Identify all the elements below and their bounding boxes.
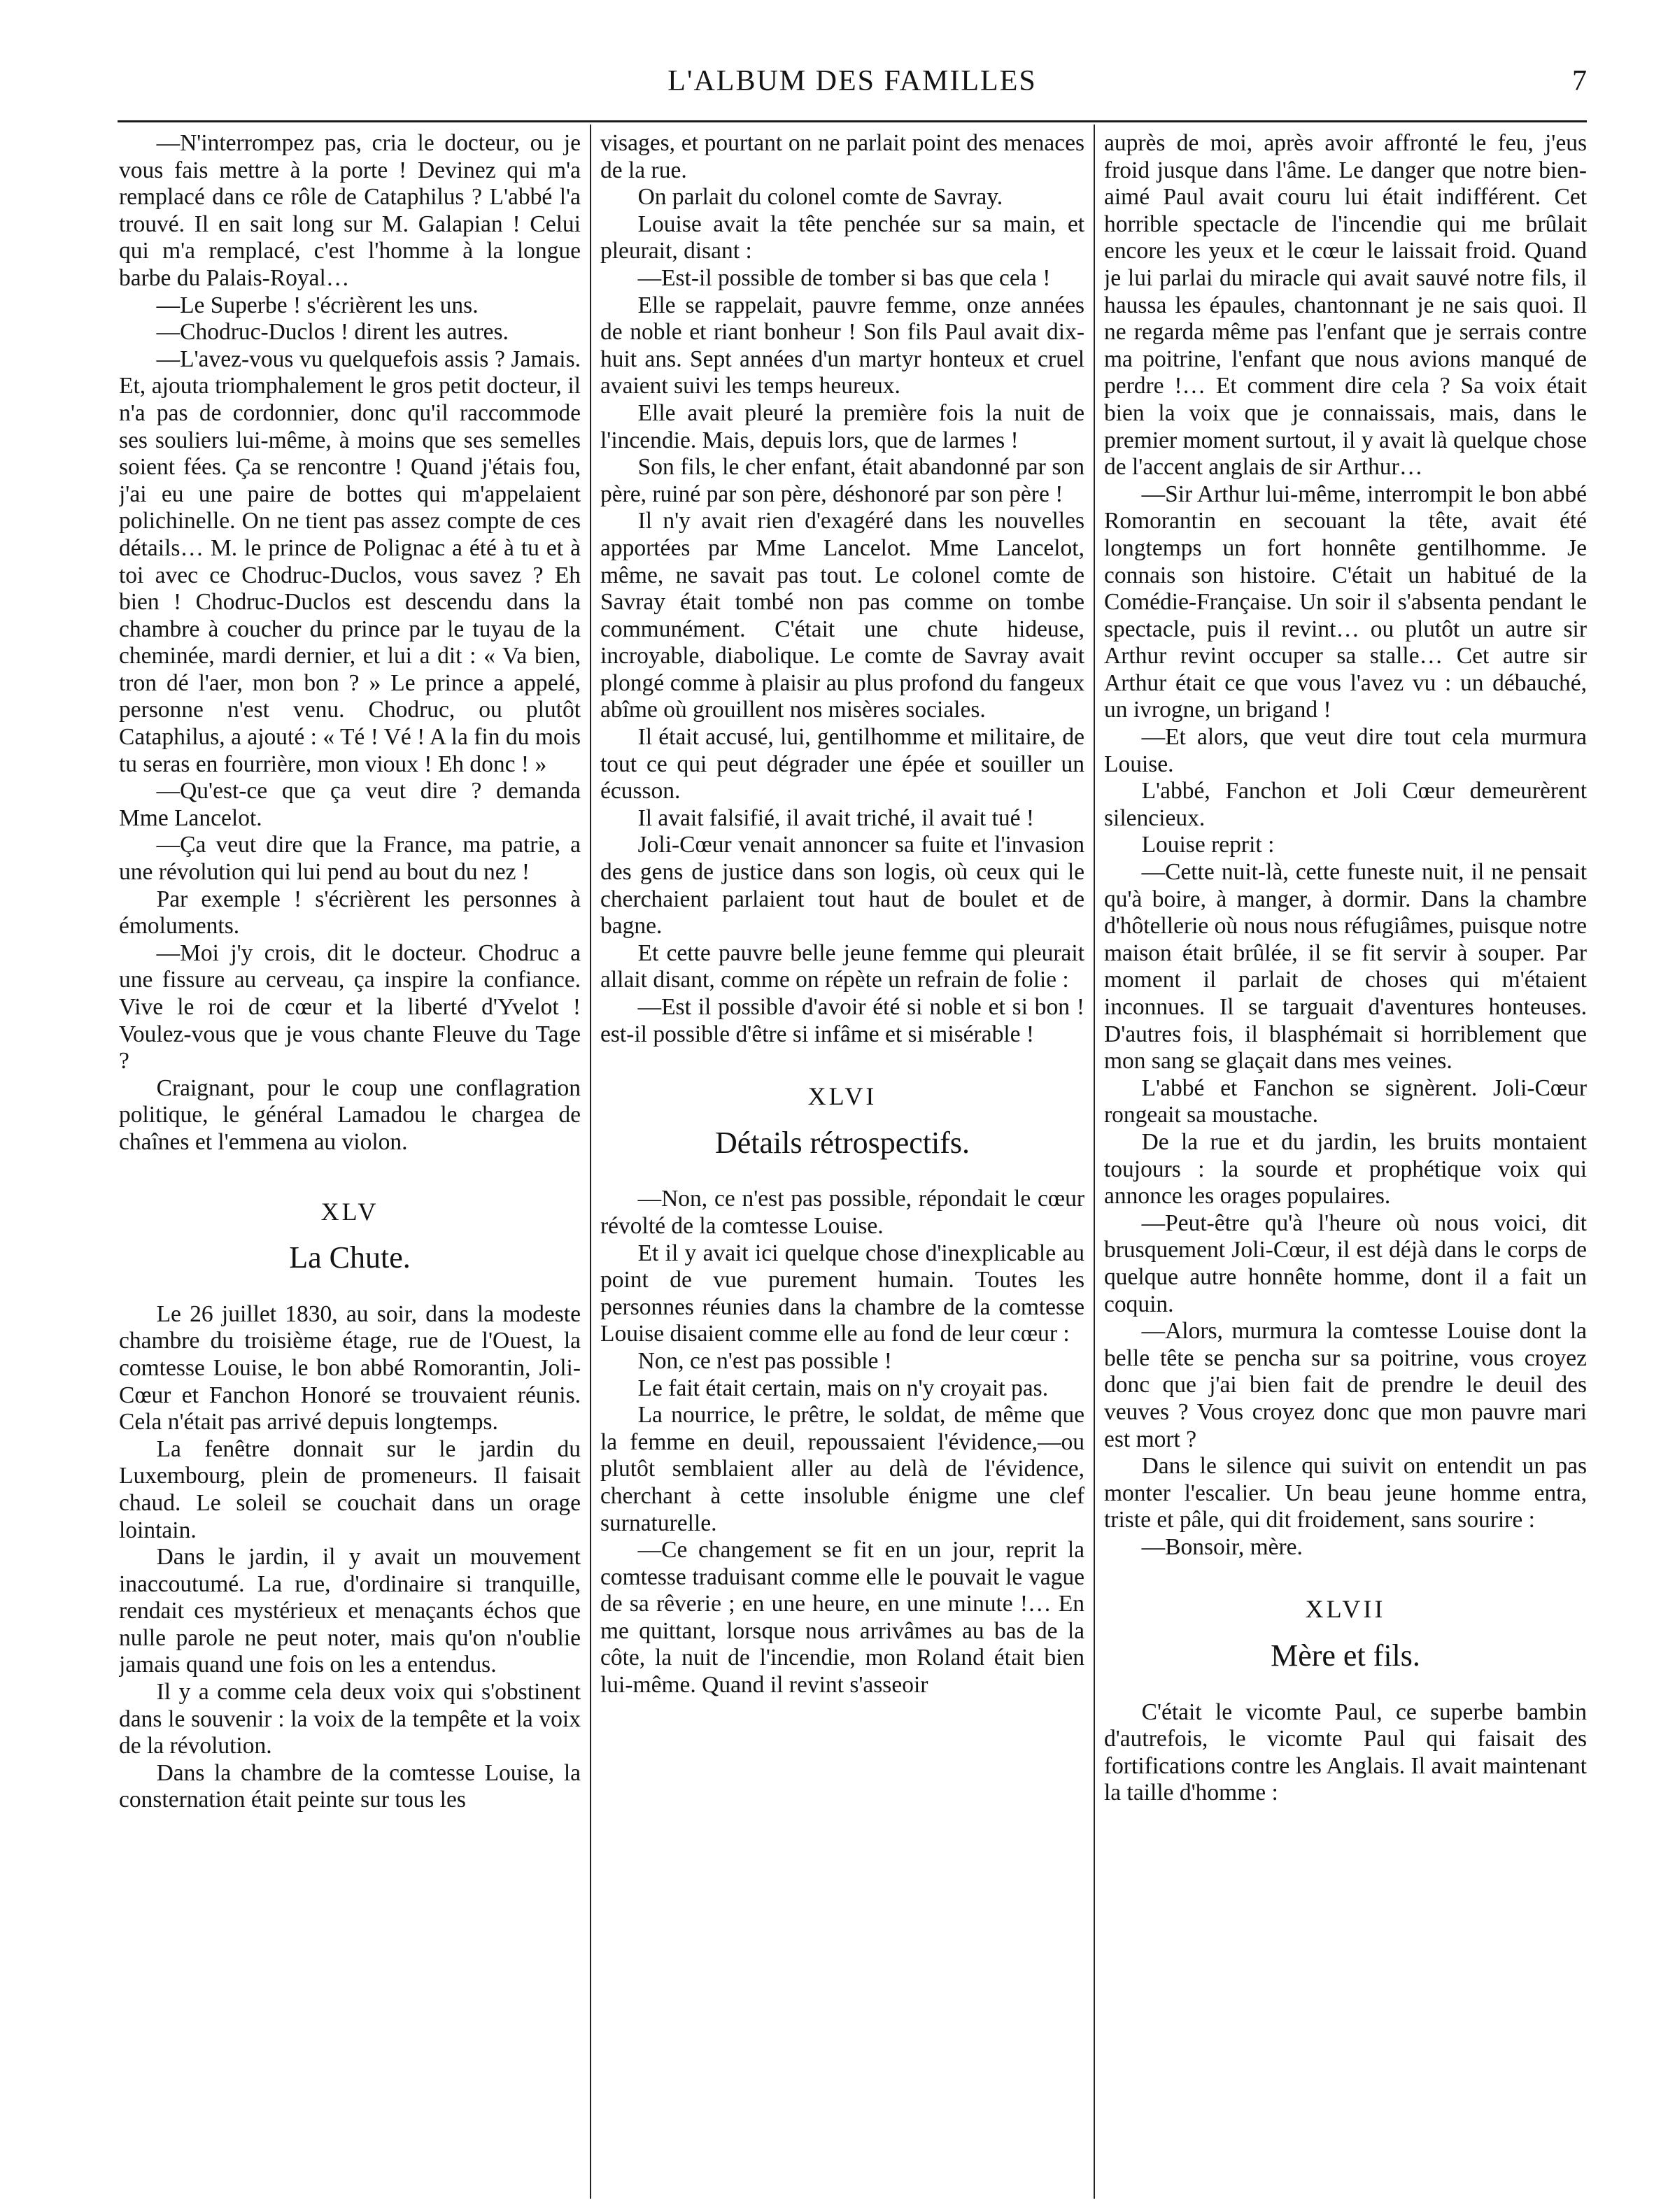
paragraph: Louise avait la tête penchée sur sa main, et pleurait, disant : xyxy=(600,211,1084,264)
column-divider xyxy=(1094,125,1095,2199)
paragraph: auprès de moi, après avoir affronté le feu, j'eus froid jusque dans l'âme. Le danger que notre bien-aimé Paul avait couru lui était indifférent. Cet horrible spectacle de l'incendie qui me brûlait encore les yeux et le cœur le laissait froid. Quand je lui parlai du miracle qui avait sauvé notre fils, il haussa les épaules, chantonnant je ne sais quoi. Il ne regarda même pas l'enfant que je serrais contre ma poitrine, l'enfant que nous avions manqué de perdre !… Et comment dire cela ? Sa voix était bien la voix que je connaissais, mais, dans le premier moment surtout, il y avait là quelque chose de l'accent anglais de sir Arthur… xyxy=(1104,130,1587,481)
paragraph: De la rue et du jardin, les bruits montaient toujours : la sourde et prophétique voix qui annonce les orages populaires. xyxy=(1104,1128,1587,1210)
paragraph: Le fait était certain, mais on n'y croyait pas. xyxy=(637,1375,1049,1401)
paragraph: —Alors, murmura la comtesse Louise dont la belle tête se pencha sur sa poitrine, vous croyez donc que j'ai bien fait de prendre le deuil des veuves ? Vous croyez donc que mon pauvre mari est mort ? xyxy=(1104,1318,1587,1452)
chapter-title: La Chute. xyxy=(289,1240,411,1275)
paragraph: —L'avez-vous vu quelquefois assis ? Jamais. Et, ajouta triomphalement le gros petit docteur, il n'a pas de cordonnier, donc qu'il raccommode ses souliers lui-même, à moins que ses semelles soient fées. Ça se rencontre ! Quand j'étais fou, j'ai eu une paire de bottes qui m'appelaient polichinelle. On ne tient pas assez compte de ces détails… M. le prince de Polignac a été à tu et à toi avec ce Chodruc-Duclos, vous savez ? Eh bien ! Chodruc-Duclos est descendu dans la chambre à coucher du prince par le tuyau de la cheminée, mardi dernier, et lui a dit : « Va bien, tron dé l'aer, mon bon ? » Le prince a appelé, personne n'est venu. Chodruc, ou plutôt Cataphilus, a ajouté : « Té ! Vé ! A la fin du mois tu seras en fourrière, mon vioux ! Eh donc ! » xyxy=(119,346,581,777)
paragraph: L'abbé et Fanchon se signèrent. Joli-Cœur rongeait sa moustache. xyxy=(1104,1075,1587,1128)
header-rule xyxy=(118,120,1587,122)
paragraph: Craignant, pour le coup une conflagration politique, le général Lamadou le chargea de chaînes et l'emmena au violon. xyxy=(119,1075,581,1155)
paragraph: Par exemple ! s'écrièrent les personnes à émoluments. xyxy=(119,886,581,940)
paragraph: —Est-il possible de tomber si bas que cela ! xyxy=(637,264,1051,291)
paragraph: —Peut-être qu'à l'heure où nous voici, dit brusquement Joli-Cœur, il est déjà dans le corps de quelque autre honnête homme, dont il a fait un coquin. xyxy=(1104,1210,1587,1317)
column-1 xyxy=(119,130,581,2197)
page-number: 7 xyxy=(1572,65,1587,97)
page-header xyxy=(118,64,1587,106)
paragraph: Il n'y avait rien d'exagéré dans les nouvelles apportées par Mme Lancelot. Mme Lancelot, même, ne savait pas tout. Le colonel comte de Savray était tombé non pas comme on tombe communément. C'était une chute hideuse, incroyable, diabolique. Le comte de Savray avait plongé comme à plaisir au plus profond du fangeux abîme où grouillent nos misères sociales. xyxy=(600,508,1084,723)
paragraph: —Est il possible d'avoir été si noble et si bon ! est-il possible d'être si infâme et si misérable ! xyxy=(600,994,1084,1047)
paragraph: visages, et pourtant on ne parlait point des menaces de la rue. xyxy=(600,130,1084,183)
paragraph: —Moi j'y crois, dit le docteur. Chodruc a une fissure au cerveau, ça inspire la confiance. Vive le roi de cœur et la liberté d'Yvelot ! Voulez-vous que je vous chante Fleuve du Tage ? xyxy=(119,940,581,1075)
paragraph: Son fils, le cher enfant, était abandonné par son père, ruiné par son père, déshonoré par son père ! xyxy=(600,454,1084,507)
paragraph: —Cette nuit-là, cette funeste nuit, il ne pensait qu'à boire, à manger, à dormir. Dans la chambre d'hôtellerie où nous nous réfugiâmes, puisque notre maison était brûlée, il se fit servir à souper. Par moment il parlait de choses qui m'étaient inconnues. Il se targuait d'aventures honteuses. D'autres fois, il blasphémait si horriblement que mon sang se glaçait dans mes veines. xyxy=(1104,859,1587,1075)
paragraph: —Sir Arthur lui-même, interrompit le bon abbé Romorantin en secouant la tête, avait été longtemps un fort honnête gentilhomme. Je connais son histoire. C'était un habitué de la Comédie-Française. Un soir il s'absenta pendant le spectacle, puis il revint… ou plutôt un autre sir Arthur revint occuper sa stalle… Cet autre sir Arthur était ce que vous l'avez vu : un débauché, un ivrogne, un brigand ! xyxy=(1104,481,1587,723)
paragraph: Il avait falsifié, il avait triché, il avait tué ! xyxy=(637,804,1035,831)
paragraph: Il était accusé, lui, gentilhomme et militaire, de tout ce qui peut dégrader une épée et souiller un écusson. xyxy=(600,724,1084,804)
column-3 xyxy=(1104,130,1587,2197)
page-title: L'ALBUM DES FAMILLES xyxy=(667,65,1037,97)
paragraph: Dans la chambre de la comtesse Louise, la consternation était peinte sur tous les xyxy=(119,1759,581,1813)
chapter-title: Mère et fils. xyxy=(1271,1638,1420,1673)
paragraph: —Bonsoir, mère. xyxy=(1141,1533,1303,1560)
paragraph: Et cette pauvre belle jeune femme qui pleurait allait disant, comme on répète un refrain de folie : xyxy=(600,940,1084,993)
column-2 xyxy=(600,130,1084,2197)
chapter-number: XLVII xyxy=(1305,1595,1386,1624)
paragraph: Dans le jardin, il y avait un mouvement inaccoutumé. La rue, d'ordinaire si tranquille, rendait ces mystérieux et menaçants échos que nulle parole ne peut noter, mais qu'on n'oublie jamais quand une fois on les a entendus. xyxy=(119,1544,581,1678)
paragraph: —Non, ce n'est pas possible, répondait le cœur révolté de la comtesse Louise. xyxy=(600,1186,1084,1239)
paragraph: Et il y avait ici quelque chose d'inexplicable au point de vue purement humain. Toutes les personnes réunies dans la chambre de la comtesse Louise disaient comme elle au fond de leur cœur : xyxy=(600,1240,1084,1347)
paragraph: —Ce changement se fit en un jour, reprit la comtesse traduisant comme elle le pouvait le vague de sa rêverie ; en une heure, en une minute !… En me quittant, lorsque nous arrivâmes au bas de la côte, la nuit de l'incendie, mon Roland était bien lui-même. Quand il revint s'asseoir xyxy=(600,1537,1084,1699)
paragraph: —Le Superbe ! s'écrièrent les uns. xyxy=(156,292,479,318)
paragraph: —Chodruc-Duclos ! dirent les autres. xyxy=(156,319,509,346)
paragraph: La fenêtre donnait sur le jardin du Luxembourg, plein de promeneurs. Il faisait chaud. Le soleil se couchait dans un orage lointain. xyxy=(119,1435,581,1543)
paragraph: —Ça veut dire que la France, ma patrie, a une révolution qui lui pend au bout du nez ! xyxy=(119,832,581,886)
paragraph: Elle avait pleuré la première fois la nuit de l'incendie. Mais, depuis lors, que de larmes ! xyxy=(600,399,1084,453)
paragraph: Louise reprit : xyxy=(1141,832,1275,858)
paragraph: Non, ce n'est pas possible ! xyxy=(637,1347,892,1374)
paragraph: C'était le vicomte Paul, ce superbe bambin d'autrefois, le vicomte Paul qui faisait des fortifications contre les Anglais. Il avait maintenant la taille d'homme : xyxy=(1104,1699,1587,1806)
paragraph: Il y a comme cela deux voix qui s'obstinent dans le souvenir : la voix de la tempête et la voix de la révolution. xyxy=(119,1679,581,1759)
paragraph: La nourrice, le prêtre, le soldat, de même que la femme en deuil, repoussaient l'évidence,—ou plutôt semblaient aller au delà de l'évidence, cherchant à cette insoluble énigme une clef surnaturelle. xyxy=(600,1402,1084,1536)
paragraph: —N'interrompez pas, cria le docteur, ou je vous fais mettre à la porte ! Devinez qui m'a remplacé dans ce rôle de Cataphilus ? L'abbé l'a trouvé. Il en sait long sur M. Galapian ! Celui qui m'a remplacé, c'est l'homme à la longue barbe du Palais-Royal… xyxy=(119,130,581,291)
paragraph: L'abbé, Fanchon et Joli Cœur demeurèrent silencieux. xyxy=(1104,778,1587,831)
paragraph: —Qu'est-ce que ça veut dire ? demanda Mme Lancelot. xyxy=(119,778,581,831)
chapter-number: XLV xyxy=(320,1197,379,1226)
chapter-title: Détails rétrospectifs. xyxy=(714,1125,970,1160)
paragraph: On parlait du colonel comte de Savray. xyxy=(637,184,1003,211)
chapter-number: XLVI xyxy=(807,1082,877,1111)
paragraph: Dans le silence qui suivit on entendit un pas monter l'escalier. Un beau jeune homme entra, triste et pâle, qui dit froidement, sans sourire : xyxy=(1104,1453,1587,1533)
column-divider xyxy=(590,125,591,2199)
paragraph: Le 26 juillet 1830, au soir, dans la modeste chambre du troisième étage, rue de l'Ouest, la comtesse Louise, le bon abbé Romorantin, Joli-Cœur et Fanchon Honoré se trouvaient réunis. Cela n'était pas arrivé depuis longtemps. xyxy=(119,1300,581,1435)
paragraph: Joli-Cœur venait annoncer sa fuite et l'invasion des gens de justice dans son logis, où ceux qui le cherchaient parlaient tout haut de boulet et de bagne. xyxy=(600,832,1084,940)
paragraph: —Et alors, que veut dire tout cela murmura Louise. xyxy=(1104,724,1587,777)
paragraph: Elle se rappelait, pauvre femme, onze années de noble et riant bonheur ! Son fils Paul avait dix-huit ans. Sept années d'un martyr honteux et cruel avaient suivi les temps heureux. xyxy=(600,292,1084,399)
